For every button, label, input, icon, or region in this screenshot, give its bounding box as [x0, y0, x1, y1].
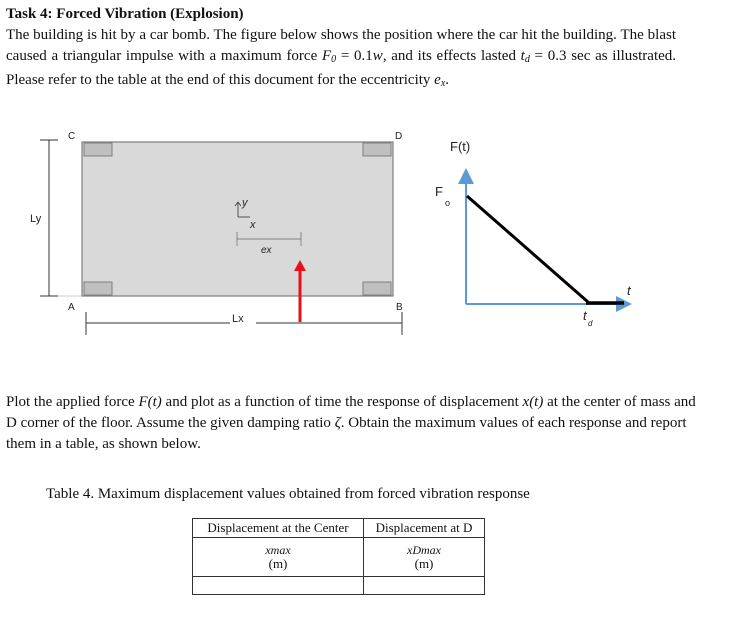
ly-label: Ly: [30, 213, 42, 225]
task-description: The building is hit by a car bomb. The figure below shows the position where the car hit the building. The blast caused a triangular impulse with a maximum force $F_0 = 0.1w$, and its effects lasted $t_d = 0.3$ sec as illustrated. Please refer to the table at the end of this document for the eccentricity $e_x$.: [6, 27, 677, 89]
load-decay-line: [467, 196, 588, 302]
symbol-center: xmax (m): [193, 538, 364, 577]
task-title: Task 4: Forced Vibration (Explosion): [6, 6, 244, 22]
header-d: Displacement at D: [364, 519, 485, 538]
time-label: t: [627, 283, 631, 298]
column-a: [84, 282, 112, 295]
figure: [0, 120, 732, 360]
corner-label-c: C: [68, 131, 76, 142]
results-table: [192, 518, 485, 595]
value-center-cell[interactable]: [193, 577, 364, 595]
lx-label: Lx: [232, 313, 244, 325]
force-plot-title: F(t): [450, 139, 471, 154]
value-d-cell[interactable]: [364, 577, 485, 595]
lx-dimension: [86, 312, 402, 335]
f0-subscript: o: [445, 198, 451, 208]
corner-label-d: D: [395, 131, 403, 142]
corner-label-b: B: [396, 302, 403, 313]
column-b: [363, 282, 391, 295]
td-subscript: d: [588, 319, 593, 328]
column-c: [84, 143, 112, 156]
axis-label-y: y: [242, 197, 248, 209]
f0-label: F: [435, 184, 443, 199]
ly-dimension: [40, 140, 82, 296]
column-d: [363, 143, 391, 156]
header-center: Displacement at the Center: [193, 519, 364, 538]
td-label: t: [583, 308, 587, 323]
axis-label-x: x: [250, 219, 256, 231]
floor-plan: [82, 142, 393, 296]
corner-label-a: A: [68, 302, 75, 313]
symbol-d: xDmax (m): [364, 538, 485, 577]
instructions: Plot the applied force F(t) and plot as a function of time the response of displacement x(t) at the center of mass and D corner of the floor. Assume the given damping ratio ζ. Obtain the maximum values of each response and report them in a table, as shown below.: [6, 394, 696, 452]
ex-label: ex: [261, 245, 272, 256]
table-caption: Table 4. Maximum displacement values obtained from forced vibration response: [46, 486, 530, 502]
